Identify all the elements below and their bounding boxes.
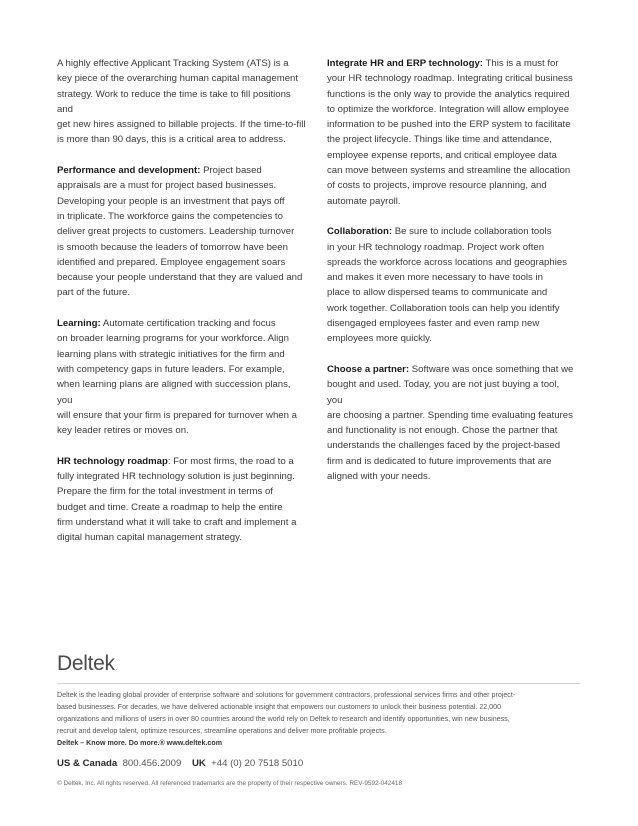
- collaboration-text: Be sure to include collaboration tools in your HR technology roadmap. Project work often spreads the workforce across locations and geographies and makes it even more necessary to have tools in place to allow dispersed teams to communicate and work together. Collaboration tools can help you identify disengaged employees faster and even ramp new employees more quickly.: [327, 226, 567, 345]
- learning-paragraph: [57, 316, 307, 438]
- about-text: Deltek is the leading global provider of enterprise software and solutions for government contractors, professional services firms and other project- based businesses. For decades, we have delivered actionable insight that empowers our customers to unlock their business potential. 22,000 organizations and millions of users in over 80 countries around the world rely on Deltek to research and identify opportunities, win new business, recruit and develop talent, optimize resources, streamline operations and deliver more profitable projects.: [57, 691, 516, 735]
- about-block: [57, 690, 582, 750]
- uk-phone: +44 (0) 20 7518 5010: [211, 758, 304, 769]
- roadmap-paragraph: [57, 454, 307, 546]
- collaboration-paragraph: [327, 224, 577, 346]
- partner-paragraph: [327, 362, 577, 484]
- copyright: © Deltek, Inc. All rights reserved. All referenced trademarks are the property of their respective owners. REV-9592-042418: [57, 780, 402, 787]
- left-column: [57, 56, 307, 561]
- ats-paragraph: [57, 56, 307, 148]
- learning-heading: Learning:: [57, 318, 101, 330]
- footer-divider: [57, 683, 580, 684]
- ats-text: A highly effective Applicant Tracking System (ATS) is a key piece of the overarching human capital management strategy. Work to reduce the time is take to fill positions and get new hires assigned to billable projects. If the time-to-fill is more than 90 days, this is a critical area to address.: [57, 58, 306, 146]
- performance-heading: Performance and development:: [57, 165, 201, 177]
- integrate-paragraph: [327, 56, 577, 209]
- tagline: Deltek – Know more. Do more.® www.deltek.com: [57, 738, 223, 747]
- integrate-text: This is a must for your HR technology roadmap. Integrating critical business functions is the only way to provide the analytics required to optimize the workforce. Integration will allow employee information to be pushed into the ERP system to facilitate the project lifecycle. Things like time and attendance, employee expense reports, and critical employee data can move between systems and streamline the allocation of costs to projects, improve resource planning, and automate payroll.: [327, 58, 573, 207]
- us-label: US & Canada: [57, 758, 118, 769]
- us-phone: 800.456.2009: [122, 758, 182, 769]
- roadmap-text: : For most firms, the road to a fully integrated HR technology solution is just beginning. Prepare the firm for the total investment in terms of budget and time. Create a roadmap to help the entire firm understand what it will take to craft and implement a digital human capital management strategy.: [57, 455, 297, 544]
- collaboration-heading: Collaboration:: [327, 226, 393, 238]
- performance-paragraph: [57, 163, 307, 301]
- logo-text: Deltek: [57, 652, 115, 675]
- right-column: [327, 56, 577, 500]
- contact-line: [57, 758, 303, 769]
- integrate-heading: Integrate HR and ERP technology:: [327, 58, 484, 69]
- roadmap-heading: HR technology roadmap: [57, 455, 168, 467]
- logo-dot: .: [115, 663, 118, 672]
- deltek-logo: [57, 652, 118, 676]
- performance-text: Project based appraisals are a must for project based businesses. Developing your people is an investment that pays off in triplicate. The workforce gains the competencies to deliver great projects to customers. Leadership turnover is smooth because the leaders of tomorrow have been identified and prepared. Employee engagement soars because your people understand that they are valued and part of the future.: [57, 165, 303, 299]
- uk-label: UK: [191, 758, 206, 769]
- partner-text: Software was once something that we bought and used. Today, you are not just buying a tool, you are choosing a partner. Spending time evaluating features and functionality is not enough. Chose the partner that understands the challenges faced by the project-based firm and is dedicated to future improvements that are aligned with your needs.: [327, 363, 574, 483]
- partner-heading: Choose a partner:: [327, 363, 410, 375]
- learning-text: Automate certification tracking and focus on broader learning programs for your workforce. Align learning plans with strategic initiatives for the firm and with competency gaps in future leaders. For example, when learning plans are aligned with succession plans, you will ensure that your firm is prepared for turnover when a key leader retires or moves on.: [57, 318, 297, 437]
